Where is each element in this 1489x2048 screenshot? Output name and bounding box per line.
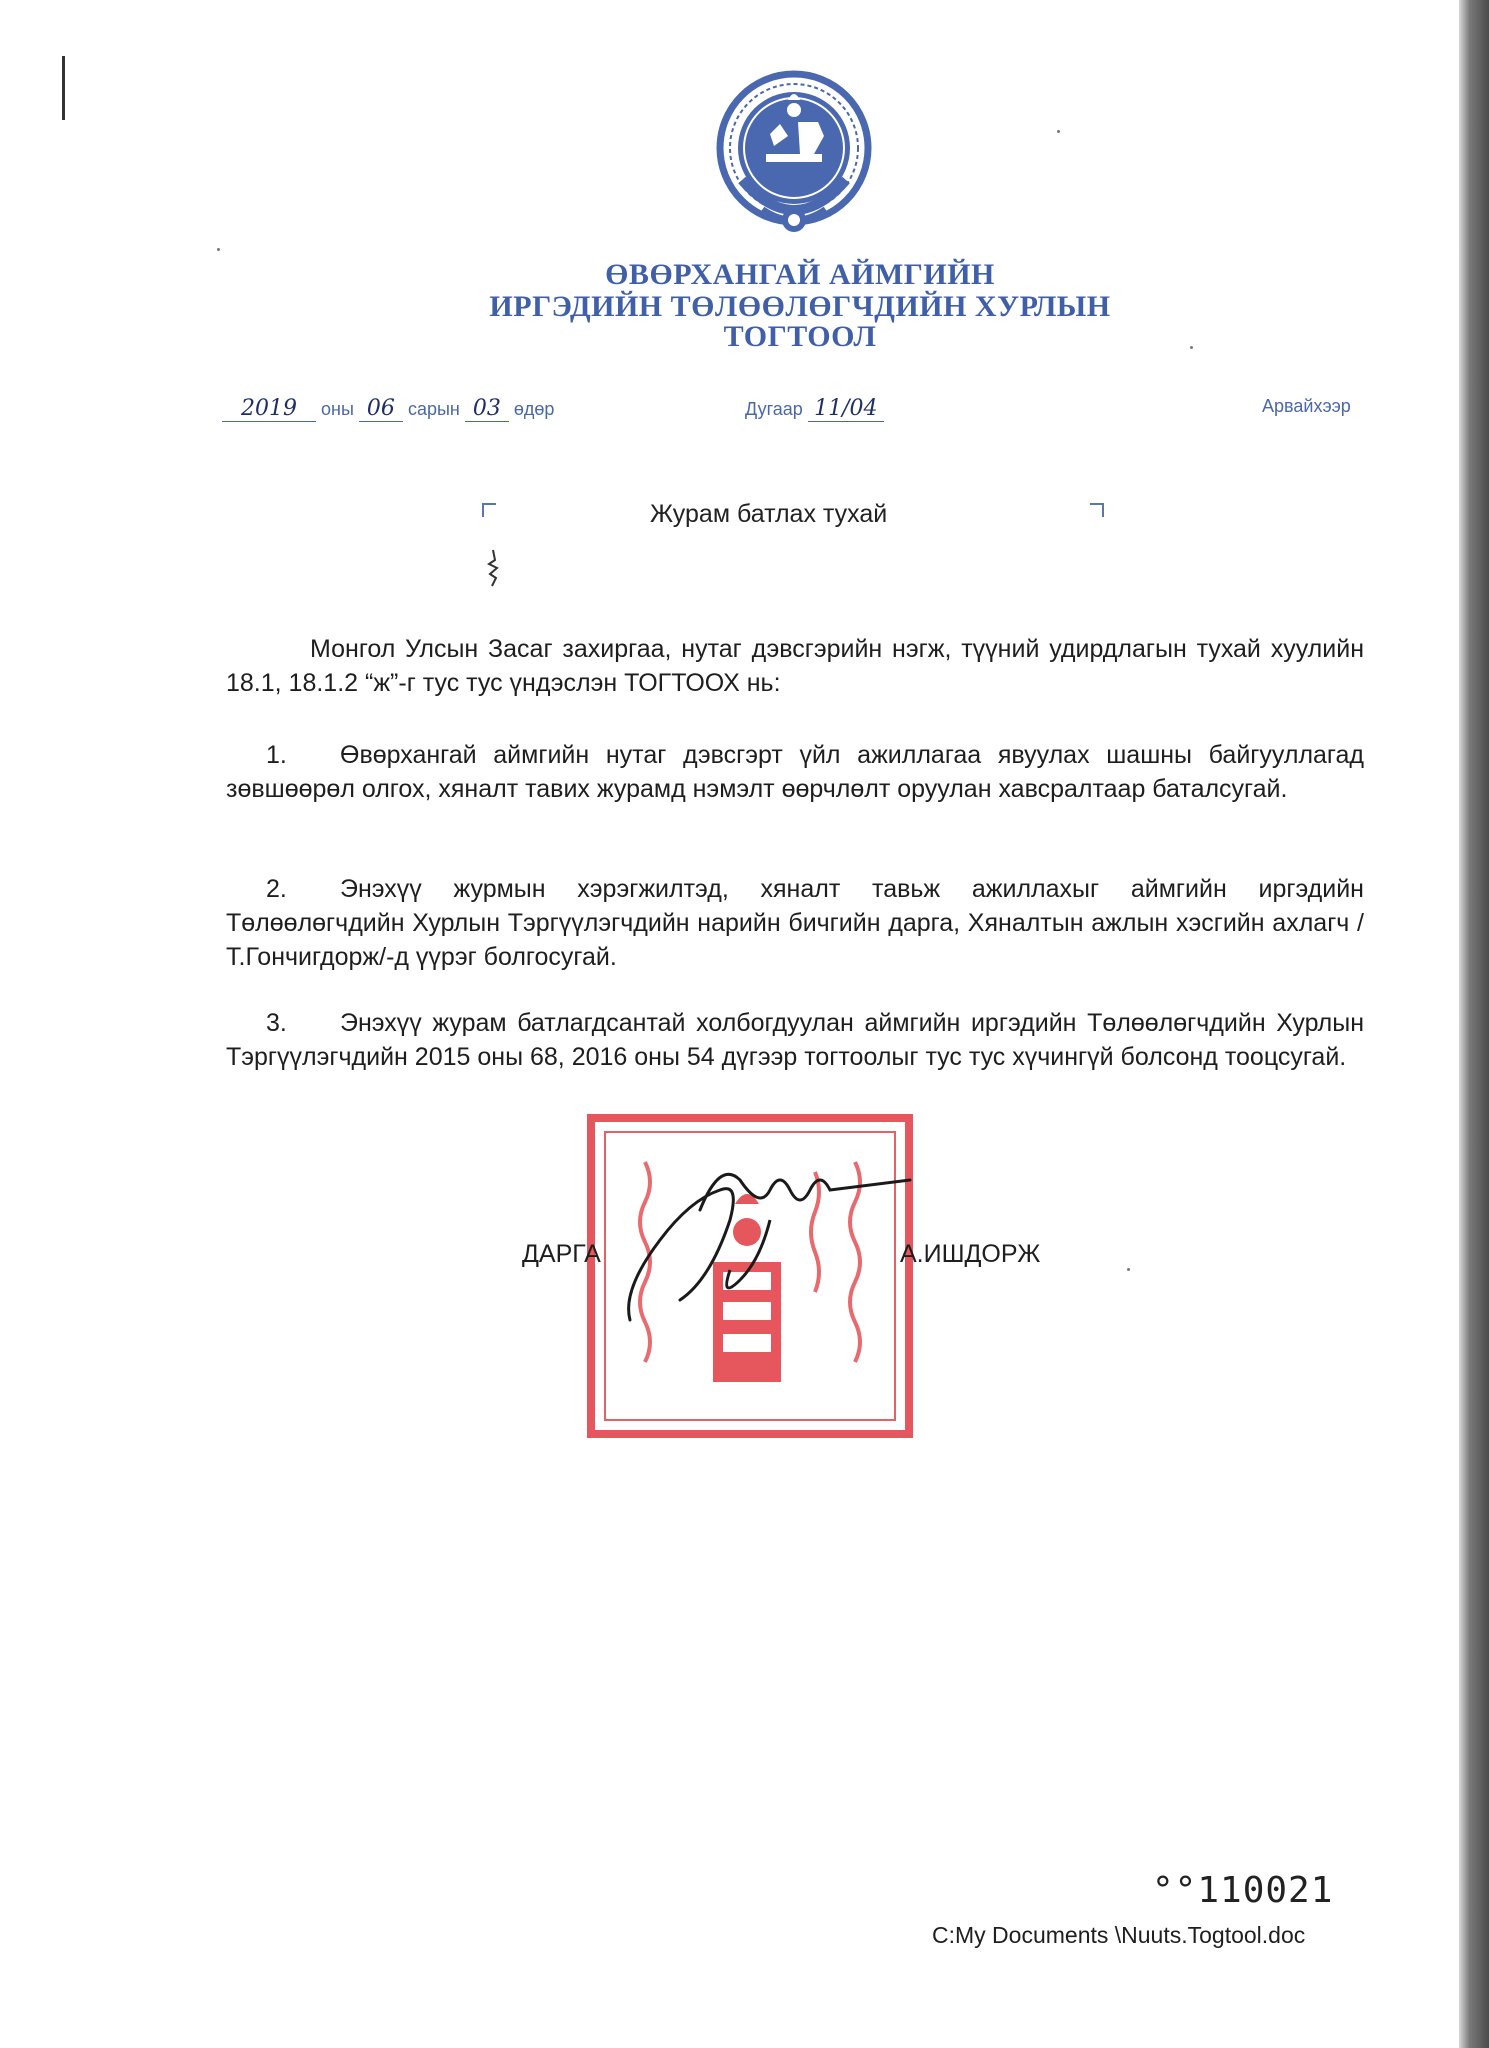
date-field: [222, 396, 554, 422]
list-item-text: Энэхүү журам батлагдсантай холбогдуулан аймгийн иргэдийн Төлөөлөгчдийн Хурлын Тэргүүлэгчдийн 2015 оны 68, 2016 оны 54 дүгээр тогтоолыг тус тус хүчингүй болсонд тооцсугай.: [226, 1009, 1364, 1071]
bracket-left-icon: [482, 503, 496, 517]
list-item-number: 2.: [266, 875, 287, 903]
document-number-label: Дугаар: [745, 399, 803, 419]
list-item: [226, 872, 1364, 974]
intro-paragraph: Монгол Улсын Засаг захиргаа, нутаг дэвсгэрийн нэгж, түүний удирдлагын тухай хуулийн 18.1, 18.1.2 “ж”-г тус тус үндэслэн ТОГТООХ нь:: [226, 635, 1364, 697]
list-item-text: Энэхүү журмын хэрэгжилтэд, хяналт тавьж ажиллахыг аймгийн иргэдийн Төлөөлөгчдийн Хурлын Тэргүүлэгчдийн нарийн бичгийн дарга, Хяналтын ажлын хэсгийн ахлагч /Т.Гончигдорж/-д үүрэг болгосугай.: [226, 875, 1364, 971]
date-year: 2019: [222, 396, 316, 422]
list-item-number: 3.: [266, 1009, 287, 1037]
bracket-right-icon: [1090, 503, 1104, 517]
list-item: [226, 1006, 1364, 1074]
date-month-suffix: сарын: [407, 399, 460, 419]
header-line-2: ИРГЭДИЙН ТӨЛӨӨЛӨГЧДИЙН ХУРЛЫН: [489, 290, 1111, 323]
list-item-text: Өвөрхангай аймгийн нутаг дэвсгэрт үйл ажиллагаа явуулах шашны байгууллагад зөвшөөрөл олгох, хяналт тавих журамд нэмэлт өөрчлөлт оруулан хавсралтаар баталсугай.: [226, 741, 1364, 803]
scan-speck: [217, 248, 220, 251]
document-number: 11/04: [808, 396, 884, 422]
file-path: C:My Documents \Nuuts.Togtool.doc: [932, 1922, 1306, 1948]
date-day-suffix: өдөр: [513, 399, 555, 419]
signer-name: А.ИШДОРЖ: [900, 1240, 1041, 1268]
scan-speck: [1127, 1268, 1130, 1271]
handwritten-signature: [610, 1150, 940, 1330]
signer-title: ДАРГА: [522, 1240, 601, 1268]
list-item-number: 1.: [266, 741, 287, 769]
scan-speck: [1057, 130, 1060, 133]
place-name: Арвайхээр: [1262, 396, 1351, 416]
header-line-3: ТОГТООЛ: [723, 320, 877, 353]
header-line-1: ӨВӨРХАНГАЙ АЙМГИЙН: [605, 258, 995, 291]
document-serial-number: °°110021: [1152, 1870, 1334, 1911]
date-month: 06: [359, 396, 403, 422]
document-number-field: [745, 396, 884, 422]
list-item: [226, 738, 1364, 806]
date-year-suffix: оны: [321, 399, 354, 419]
ink-mark-icon: [484, 548, 502, 594]
document-subject: Журам батлах тухай: [650, 500, 888, 528]
date-day: 03: [465, 396, 509, 422]
margin-mark: [62, 56, 65, 120]
state-emblem-icon: [712, 70, 876, 240]
